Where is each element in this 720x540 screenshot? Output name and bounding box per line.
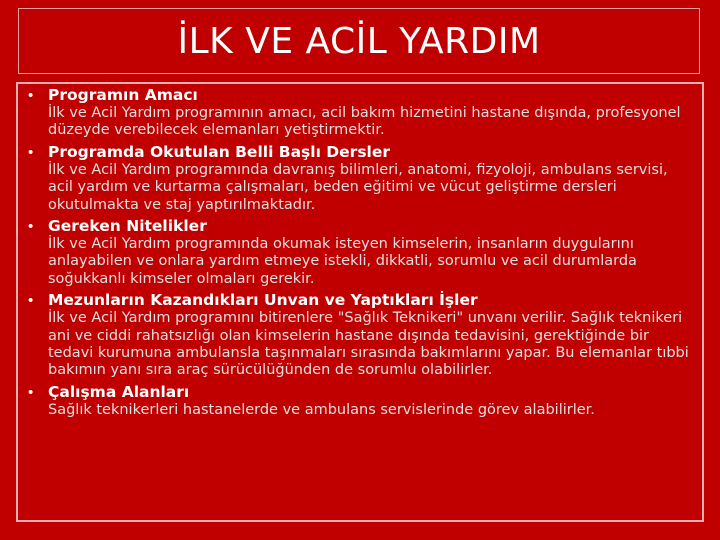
bullet-icon: • bbox=[28, 292, 34, 310]
item-body: Sağlık teknikerleri hastanelerde ve ambulans servislerinde görev alabilirler. bbox=[48, 401, 595, 418]
item-heading: Gereken Nitelikler bbox=[48, 217, 207, 236]
item-body: İlk ve Acil Yardım programının amacı, acil bakım hizmetini hastane dışında, profesyonel düzeyde verebilecek elemanları yetiştirmektir. bbox=[48, 105, 681, 139]
item-heading: Programda Okutulan Belli Başlı Dersler bbox=[48, 142, 391, 161]
item-body: İlk ve Acil Yardım programını bitirenlere "Sağlık Teknikeri" unvanı verilir. Sağlık teknikeri ani ve ciddi rahatsızlığı olan kimselerin hastane dışında tedavisini, gerektiğinde bir tedavi kurumuna ambulansla taşınmaları sırasında bakımlarını yapar. Bu elemanlar tıbbi bakımın yanı sıra araç sürücülüğünden de sorumlu olabilirler. bbox=[48, 310, 689, 379]
bullet-icon: • bbox=[28, 143, 34, 161]
item-heading: Çalışma Alanları bbox=[48, 382, 190, 401]
content-box bbox=[16, 82, 704, 522]
list-item bbox=[26, 86, 694, 140]
title-box bbox=[18, 8, 700, 74]
item-heading: Mezunların Kazandıkları Unvan ve Yaptıkları İşler bbox=[48, 291, 478, 310]
bullet-icon: • bbox=[28, 87, 34, 104]
bullet-icon: • bbox=[28, 383, 34, 401]
list-item bbox=[26, 143, 694, 214]
bullet-list bbox=[18, 86, 702, 422]
item-heading: Programın Amacı bbox=[48, 86, 198, 104]
item-body: İlk ve Acil Yardım programında davranış bilimleri, anatomi, fizyoloji, ambulans servisi, acil yardım ve kurtarma çalışmaları, beden eğitimi ve vücut geliştirme dersleri okutulmakta ve staj yaptırılmaktadır. bbox=[48, 161, 668, 213]
list-item bbox=[26, 291, 694, 380]
list-item bbox=[26, 383, 694, 419]
bullet-icon: • bbox=[28, 218, 34, 236]
item-body: İlk ve Acil Yardım programında okumak isteyen kimselerin, insanların duygularını anlayabilen ve onlara yardım etmeye istekli, dikkatli, sorumlu ve acil durumlarda soğukkanlı kimseler olmaları gerekir. bbox=[48, 236, 637, 287]
slide-title: İLK VE ACİL YARDIM bbox=[177, 20, 541, 62]
list-item bbox=[26, 217, 694, 288]
